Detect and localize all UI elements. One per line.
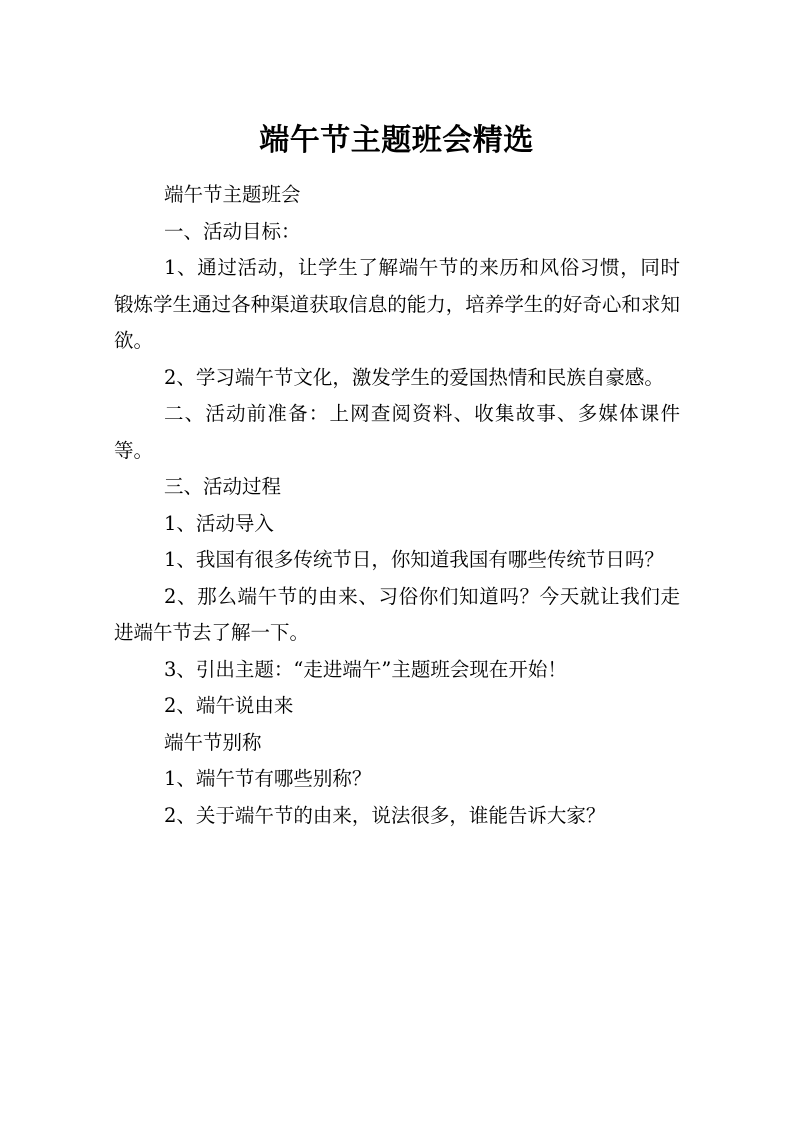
- paragraph: 二、活动前准备：上网查阅资料、收集故事、多媒体课件等。: [114, 402, 680, 462]
- paragraph: 2、端午说由来: [164, 694, 294, 717]
- paragraph: 三、活动过程: [164, 475, 282, 498]
- document-body: [114, 177, 680, 834]
- paragraph: 1、我国有很多传统节日，你知道我国有哪些传统节日吗？: [164, 548, 664, 571]
- paragraph: 3、引出主题：“走进端午”主题班会现在开始！: [164, 657, 567, 681]
- paragraph: 2、学习端午节文化，激发学生的爱国热情和民族自豪感。: [164, 365, 664, 389]
- paragraph: 1、通过活动，让学生了解端午节的来历和风俗习惯，同时锻炼学生通过各种渠道获取信息的能力，培养学生的好奇心和求知欲。: [114, 256, 680, 352]
- paragraph: 端午节主题班会: [164, 183, 301, 206]
- paragraph: 端午节别称: [164, 730, 262, 754]
- document-title: 端午节主题班会精选: [259, 123, 534, 158]
- paragraph: 一、活动目标：: [164, 219, 301, 243]
- paragraph: 2、关于端午节的由来，说法很多，谁能告诉大家？: [164, 803, 606, 827]
- paragraph: 2、那么端午节的由来、习俗你们知道吗？今天就让我们走进端午节去了解一下。: [114, 584, 680, 644]
- paragraph: 1、活动导入: [164, 511, 274, 535]
- paragraph: 1、端午节有哪些别称？: [164, 767, 372, 790]
